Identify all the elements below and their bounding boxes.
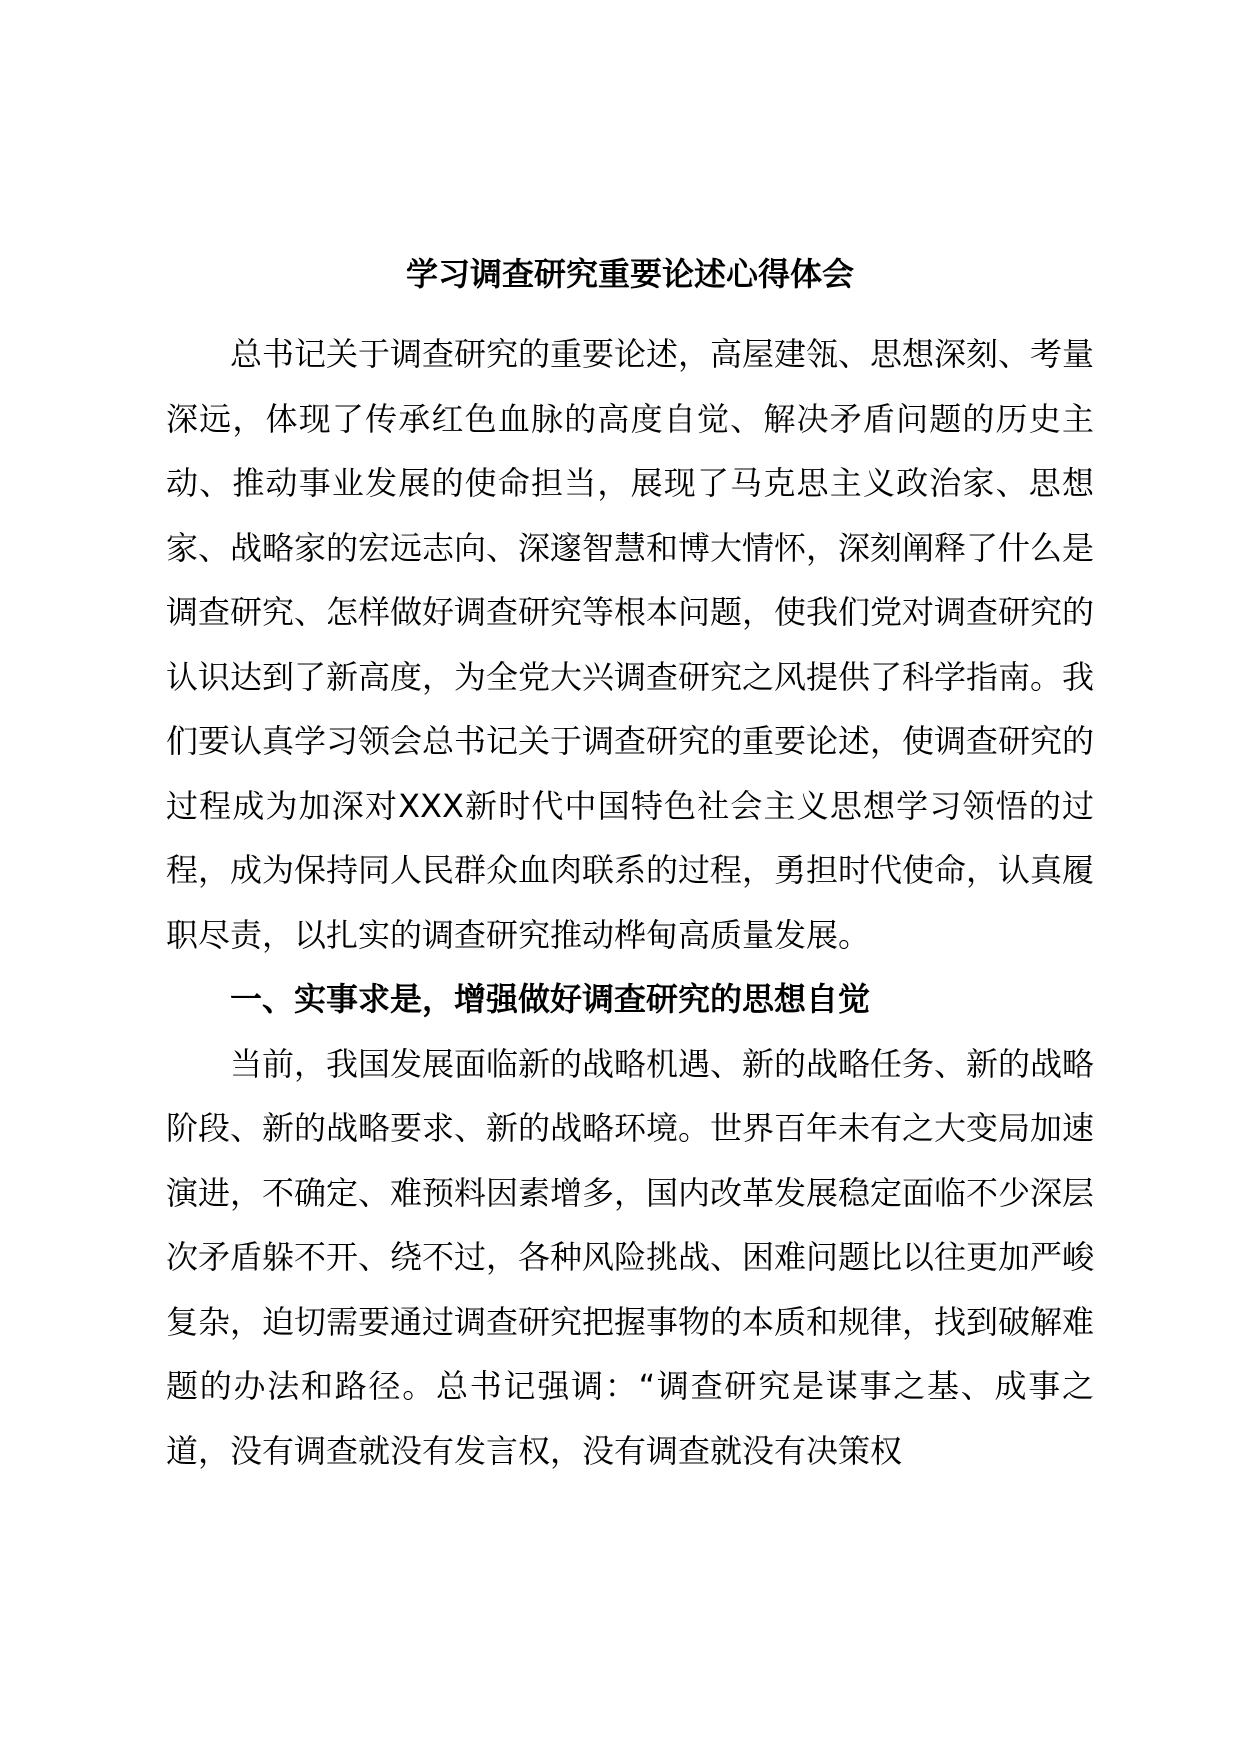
document-title: 学习调查研究重要论述心得体会 bbox=[405, 255, 854, 293]
intro-paragraph: 总书记关于调查研究的重要论述，高屋建瓴、思想深刻、考量深远，体现了传承红色血脉的高度自觉、解决矛盾问题的历史主动、推动事业发展的使命担当，展现了马克思主义政治家、思想家、战略家的宏远志向、深邃智慧和博大情怀，深刻阐释了什么是调查研究、怎样做好调查研究等根本问题，使我们党对调查研究的认识达到了新高度，为全党大兴调查研究之风提供了科学指南。我们要认真学习领会总书记关于调查研究的重要论述，使调查研究的过程成为加深对XXX新时代中国特色社会主义思想学习领悟的过程，成为保持同人民群众血肉联系的过程，勇担时代使命，认真履职尽责，以扎实的调查研究推动桦甸高质量发展。 bbox=[166, 335, 1095, 954]
section-1-paragraph: 当前，我国发展面临新的战略机遇、新的战略任务、新的战略阶段、新的战略要求、新的战略环境。世界百年未有之大变局加速演进，不确定、难预料因素增多，国内改革发展稳定面临不少深层次矛盾躲不开、绕不过，各种风险挑战、困难问题比以往更加严峻复杂，迫切需要通过调查研究把握事物的本质和规律，找到破解难题的办法和路径。总书记强调：“调查研究是谋事之基、成事之道，没有调查就没有发言权，没有调查就没有决策权 bbox=[166, 1044, 1095, 1470]
document-body bbox=[166, 246, 1094, 1483]
section-heading-1: 一、实事求是，增强做好调查研究的思想自觉 bbox=[230, 980, 871, 1018]
